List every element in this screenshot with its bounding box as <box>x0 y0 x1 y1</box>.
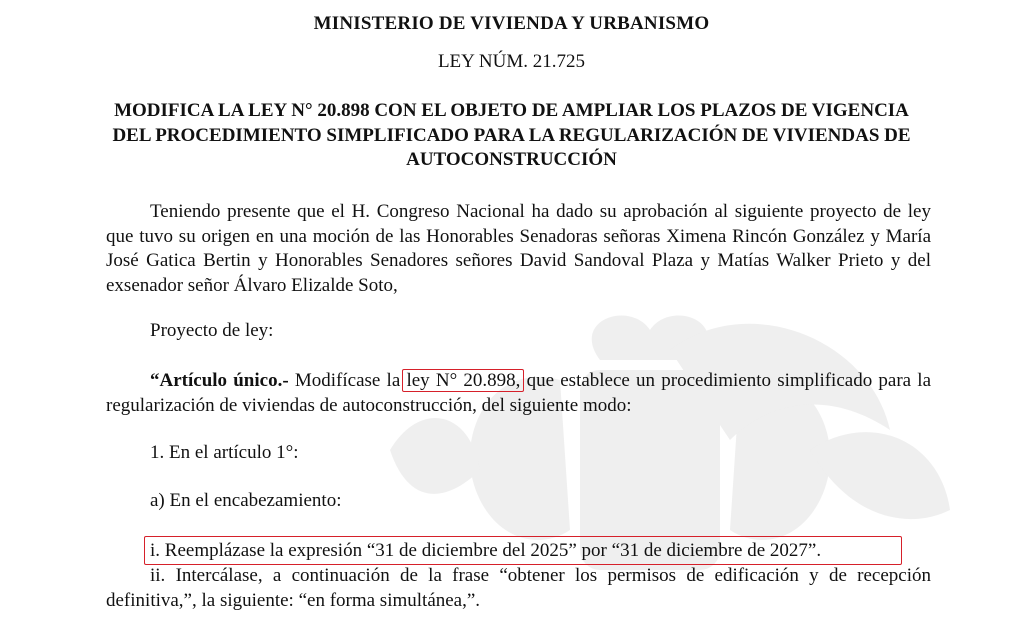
law-number: LEY NÚM. 21.725 <box>437 51 586 72</box>
item-ii: ii. Intercálase, a continuación de la frase “obtener los permisos de edificación y de recepción definitiva,”, la siguiente: “en forma simultánea,”. <box>106 565 931 611</box>
item-1: 1. En el artículo 1°: <box>150 442 299 463</box>
law-title: MODIFICA LA LEY N° 20.898 CON EL OBJETO DE AMPLIAR LOS PLAZOS DE VIGENCIA DEL PROCEDIMIENTO SIMPLIFICADO PARA LA REGULARIZACIÓN DE VIVIENDAS DE AUTOCONSTRUCCIÓN <box>112 100 911 170</box>
intro-paragraph: Teniendo presente que el H. Congreso Nacional ha dado su aprobación al siguiente proyecto de ley que tuvo su origen en una moción de las Honorables Senadoras señoras Ximena Rincón González y María José Gatica Bertin y Honorables Senadores señores David Sandoval Plaza y Matías Walker Prieto y del exsenador señor Álvaro Elizalde Soto, <box>106 201 931 296</box>
article-text-pre: Modifícase la <box>288 370 407 391</box>
ministry-heading: MINISTERIO DE VIVIENDA Y URBANISMO <box>313 13 710 34</box>
article-text-post: que establece un procedimiento simplificado para la regularización de viviendas de autoconstrucción, del siguiente modo: <box>106 370 931 416</box>
item-a: a) En el encabezamiento: <box>150 490 342 511</box>
article-paragraph <box>106 369 931 418</box>
article-label: “Artículo único.- <box>150 370 289 391</box>
proyecto-label: Proyecto de ley: <box>150 320 274 341</box>
item-i: i. Reemplázase la expresión “31 de diciembre del 2025” por “31 de diciembre de 2027”. <box>150 540 822 561</box>
highlighted-law-reference: ley N° 20.898, <box>402 369 524 392</box>
